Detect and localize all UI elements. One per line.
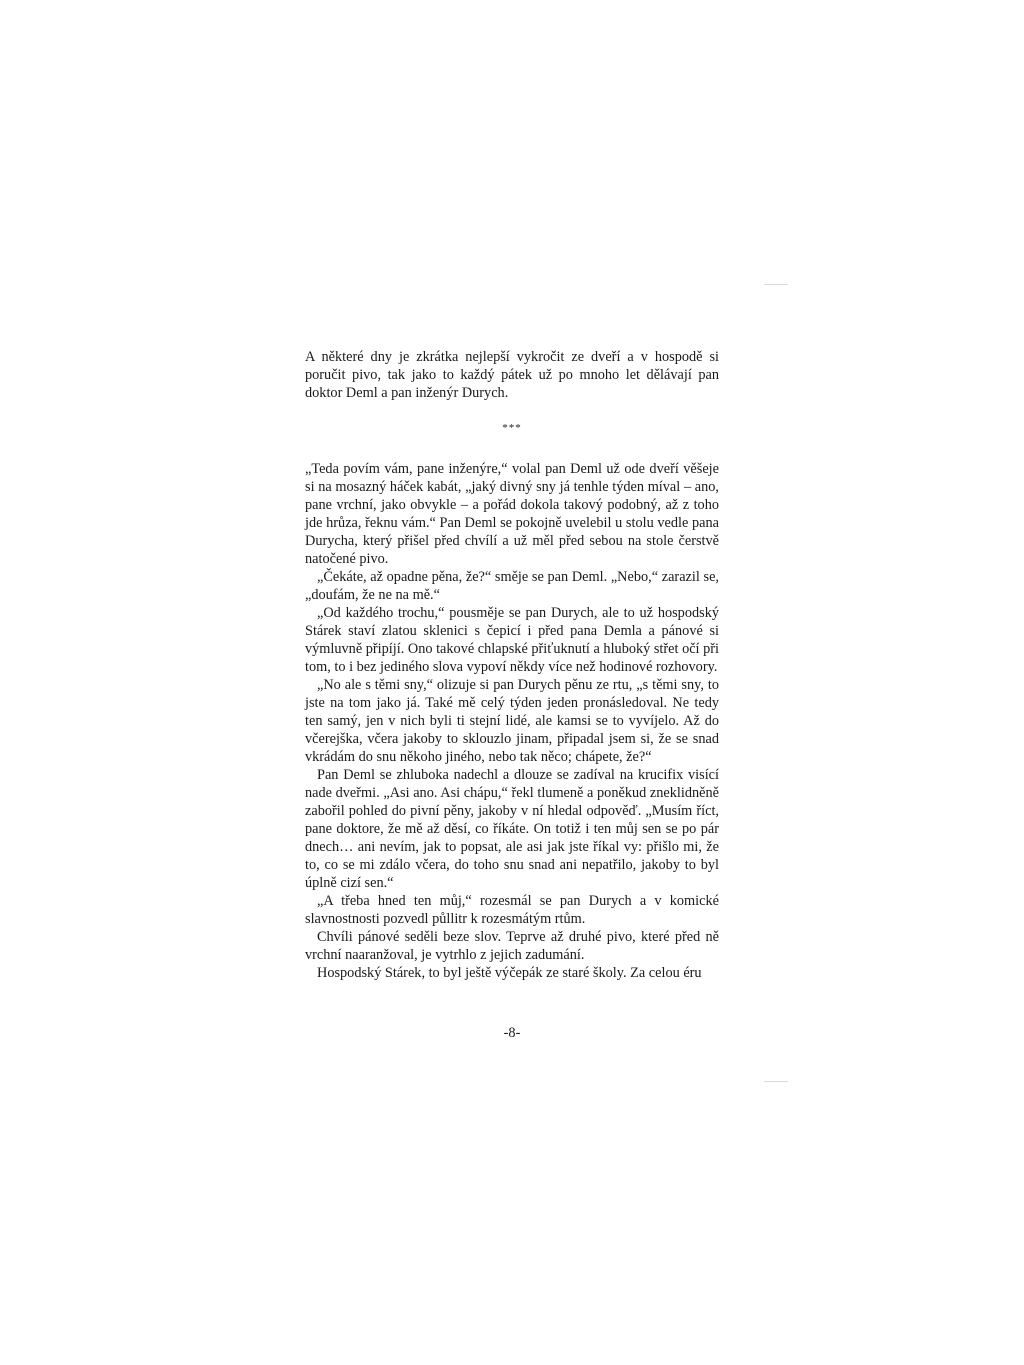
opening-paragraph: A některé dny je zkrátka nejlepší vykročit ze dveří a v hospodě si poručit pivo, tak jako to každý pátek už po mnoho let dělávají pan doktor Deml a pan inženýr Durych. [305, 349, 719, 401]
paragraph-7: Chvíli pánové seděli beze slov. Teprve až druhé pivo, které před ně vrchní naaranžoval, je vytrhlo z jejich zadumání. [305, 929, 719, 963]
paragraph-3: „Od každého trochu,“ pousměje se pan Durych, ale to už hospodský Stárek staví zlatou sklenici s čepicí i před pana Demla a pánové si výmluvně připíjí. Ono takové chlapské přiťuknutí a hluboký střet očí při tom, to i bez jediného slova vypoví někdy více než hodinové rozhovory. [305, 605, 719, 675]
crop-mark-top [764, 284, 788, 285]
paragraph-2: „Čekáte, až opadne pěna, že?“ směje se pan Deml. „Nebo,“ zarazil se, „doufám, že ne na mě.“ [305, 569, 719, 603]
paragraph-4: „No ale s těmi sny,“ olizuje si pan Durych pěnu ze rtu, „s těmi sny, to jste na tom jako já. Také mě celý týden jeden pronásledoval. Ne tedy ten samý, jen v nich byli ti stejní lidé, ale kamsi se to vyvíjelo. Až do včerejška, včera jakoby to sklouzlo jinam, připadal jsem si, že se snad vkrádám do snu někoho jiného, nebo tak něco; chápete, že?“ [305, 677, 719, 765]
paragraph-8: Hospodský Stárek, to byl ještě výčepák ze staré školy. Za celou éru [317, 965, 702, 981]
section-separator: *** [502, 422, 522, 434]
paragraph-5: Pan Deml se zhluboka nadechl a dlouze se zadíval na krucifix visící nade dveřmi. „Asi ano. Asi chápu,“ řekl tlumeně a poněkud zneklidněně zabořil pohled do pivní pěny, jakoby v ní hledal odpověď. „Musím říct, pane doktore, že mě až děsí, co říkáte. On totiž i ten můj sen se po pár dnech… ani nevím, jak to popsat, ale asi jak jste říkal vy: přišlo mi, že to, co se mi zdálo včera, do toho snu snad ani nepatřilo, jakoby to byl úplně cizí sen.“ [305, 767, 719, 891]
page-number: -8- [503, 1025, 521, 1041]
page-body [305, 348, 719, 982]
paragraph-6: „A třeba hned ten můj,“ rozesmál se pan Durych a v komické slavnostnosti pozvedl půllitr k rozesmátým rtům. [305, 893, 719, 927]
crop-mark-bottom [764, 1081, 788, 1082]
paragraph-1: „Teda povím vám, pane inženýre,“ volal pan Deml už ode dveří věšeje si na mosazný háček kabát, „jaký divný sny já tenhle týden míval – ano, pane vrchní, jako obvykle – a pořád dokola takový podobný, až z toho jde hrůza, řeknu vám.“ Pan Deml se pokojně uvelebil u stolu vedle pana Durycha, který přišel před chvílí a už měl před sebou na stole čerstvě natočené pivo. [305, 461, 719, 567]
